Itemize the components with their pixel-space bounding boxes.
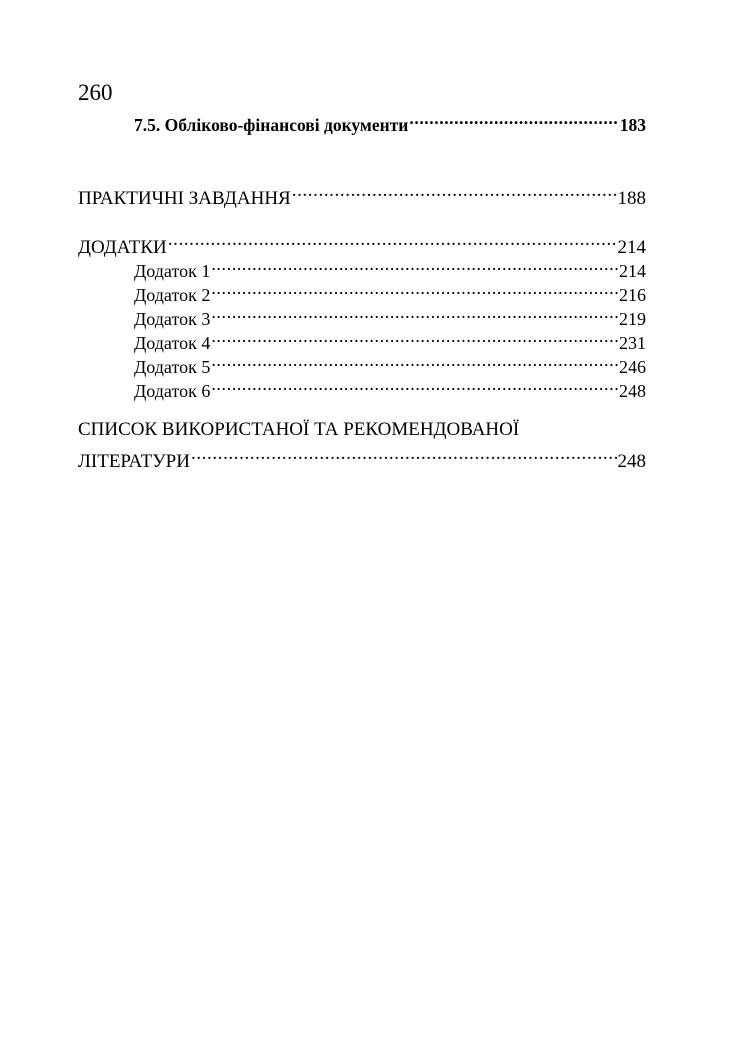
toc-entry-section-7-5 xyxy=(134,105,646,135)
toc-entry-page: 248 xyxy=(619,381,646,401)
toc-entry-page: 246 xyxy=(619,357,646,377)
toc-entry-label: Додаток 5 xyxy=(134,357,211,377)
toc-entry-page: 183 xyxy=(619,115,646,135)
toc-entry-appendices xyxy=(78,227,646,258)
toc-entry-label: Додаток 1 xyxy=(134,261,211,281)
toc-entry-page: 219 xyxy=(619,309,646,329)
toc-entry-practical xyxy=(78,178,646,209)
toc-entry-bibliography xyxy=(78,441,646,472)
dot-leader xyxy=(211,251,618,277)
toc-entry-appendix-1 xyxy=(134,251,646,281)
page-number: 260 xyxy=(78,80,113,105)
dot-leader xyxy=(211,275,618,301)
dot-leader xyxy=(211,347,618,373)
toc-entry-appendix-2 xyxy=(134,275,646,305)
toc-entry-label: 7.5. Обліково-фінансові документи xyxy=(134,115,409,135)
toc-entry-label: Додаток 6 xyxy=(134,381,211,401)
toc-entry-label: ДОДАТКИ xyxy=(78,237,167,258)
toc-entry-appendix-3 xyxy=(134,299,646,329)
toc-entry-page: 231 xyxy=(619,333,646,353)
toc-entry-label: ЛІТЕРАТУРИ xyxy=(78,451,190,472)
dot-leader xyxy=(191,441,617,467)
toc-entry-page: 216 xyxy=(619,285,646,305)
toc-entry-bibliography-line1: СПИСОК ВИКОРИСТАНОЇ ТА РЕКОМЕНДОВАНОЇ xyxy=(78,419,520,440)
toc-entry-appendix-6 xyxy=(134,371,646,401)
dot-leader xyxy=(168,227,617,253)
dot-leader xyxy=(211,323,618,349)
dot-leader xyxy=(211,371,618,397)
toc-entry-page: 248 xyxy=(617,451,646,472)
toc-entry-page: 188 xyxy=(617,188,646,209)
toc-entry-appendix-4 xyxy=(134,323,646,353)
toc-entry-label: ПРАКТИЧНІ ЗАВДАННЯ xyxy=(78,188,291,209)
dot-leader xyxy=(211,299,618,325)
toc-entry-page: 214 xyxy=(619,261,646,281)
toc-entry-appendix-5 xyxy=(134,347,646,377)
dot-leader xyxy=(292,178,617,204)
toc-entry-page: 214 xyxy=(617,237,646,258)
dot-leader xyxy=(409,105,618,131)
toc-entry-label: Додаток 2 xyxy=(134,285,211,305)
toc-entry-label: Додаток 3 xyxy=(134,309,211,329)
toc-entry-label: Додаток 4 xyxy=(134,333,211,353)
